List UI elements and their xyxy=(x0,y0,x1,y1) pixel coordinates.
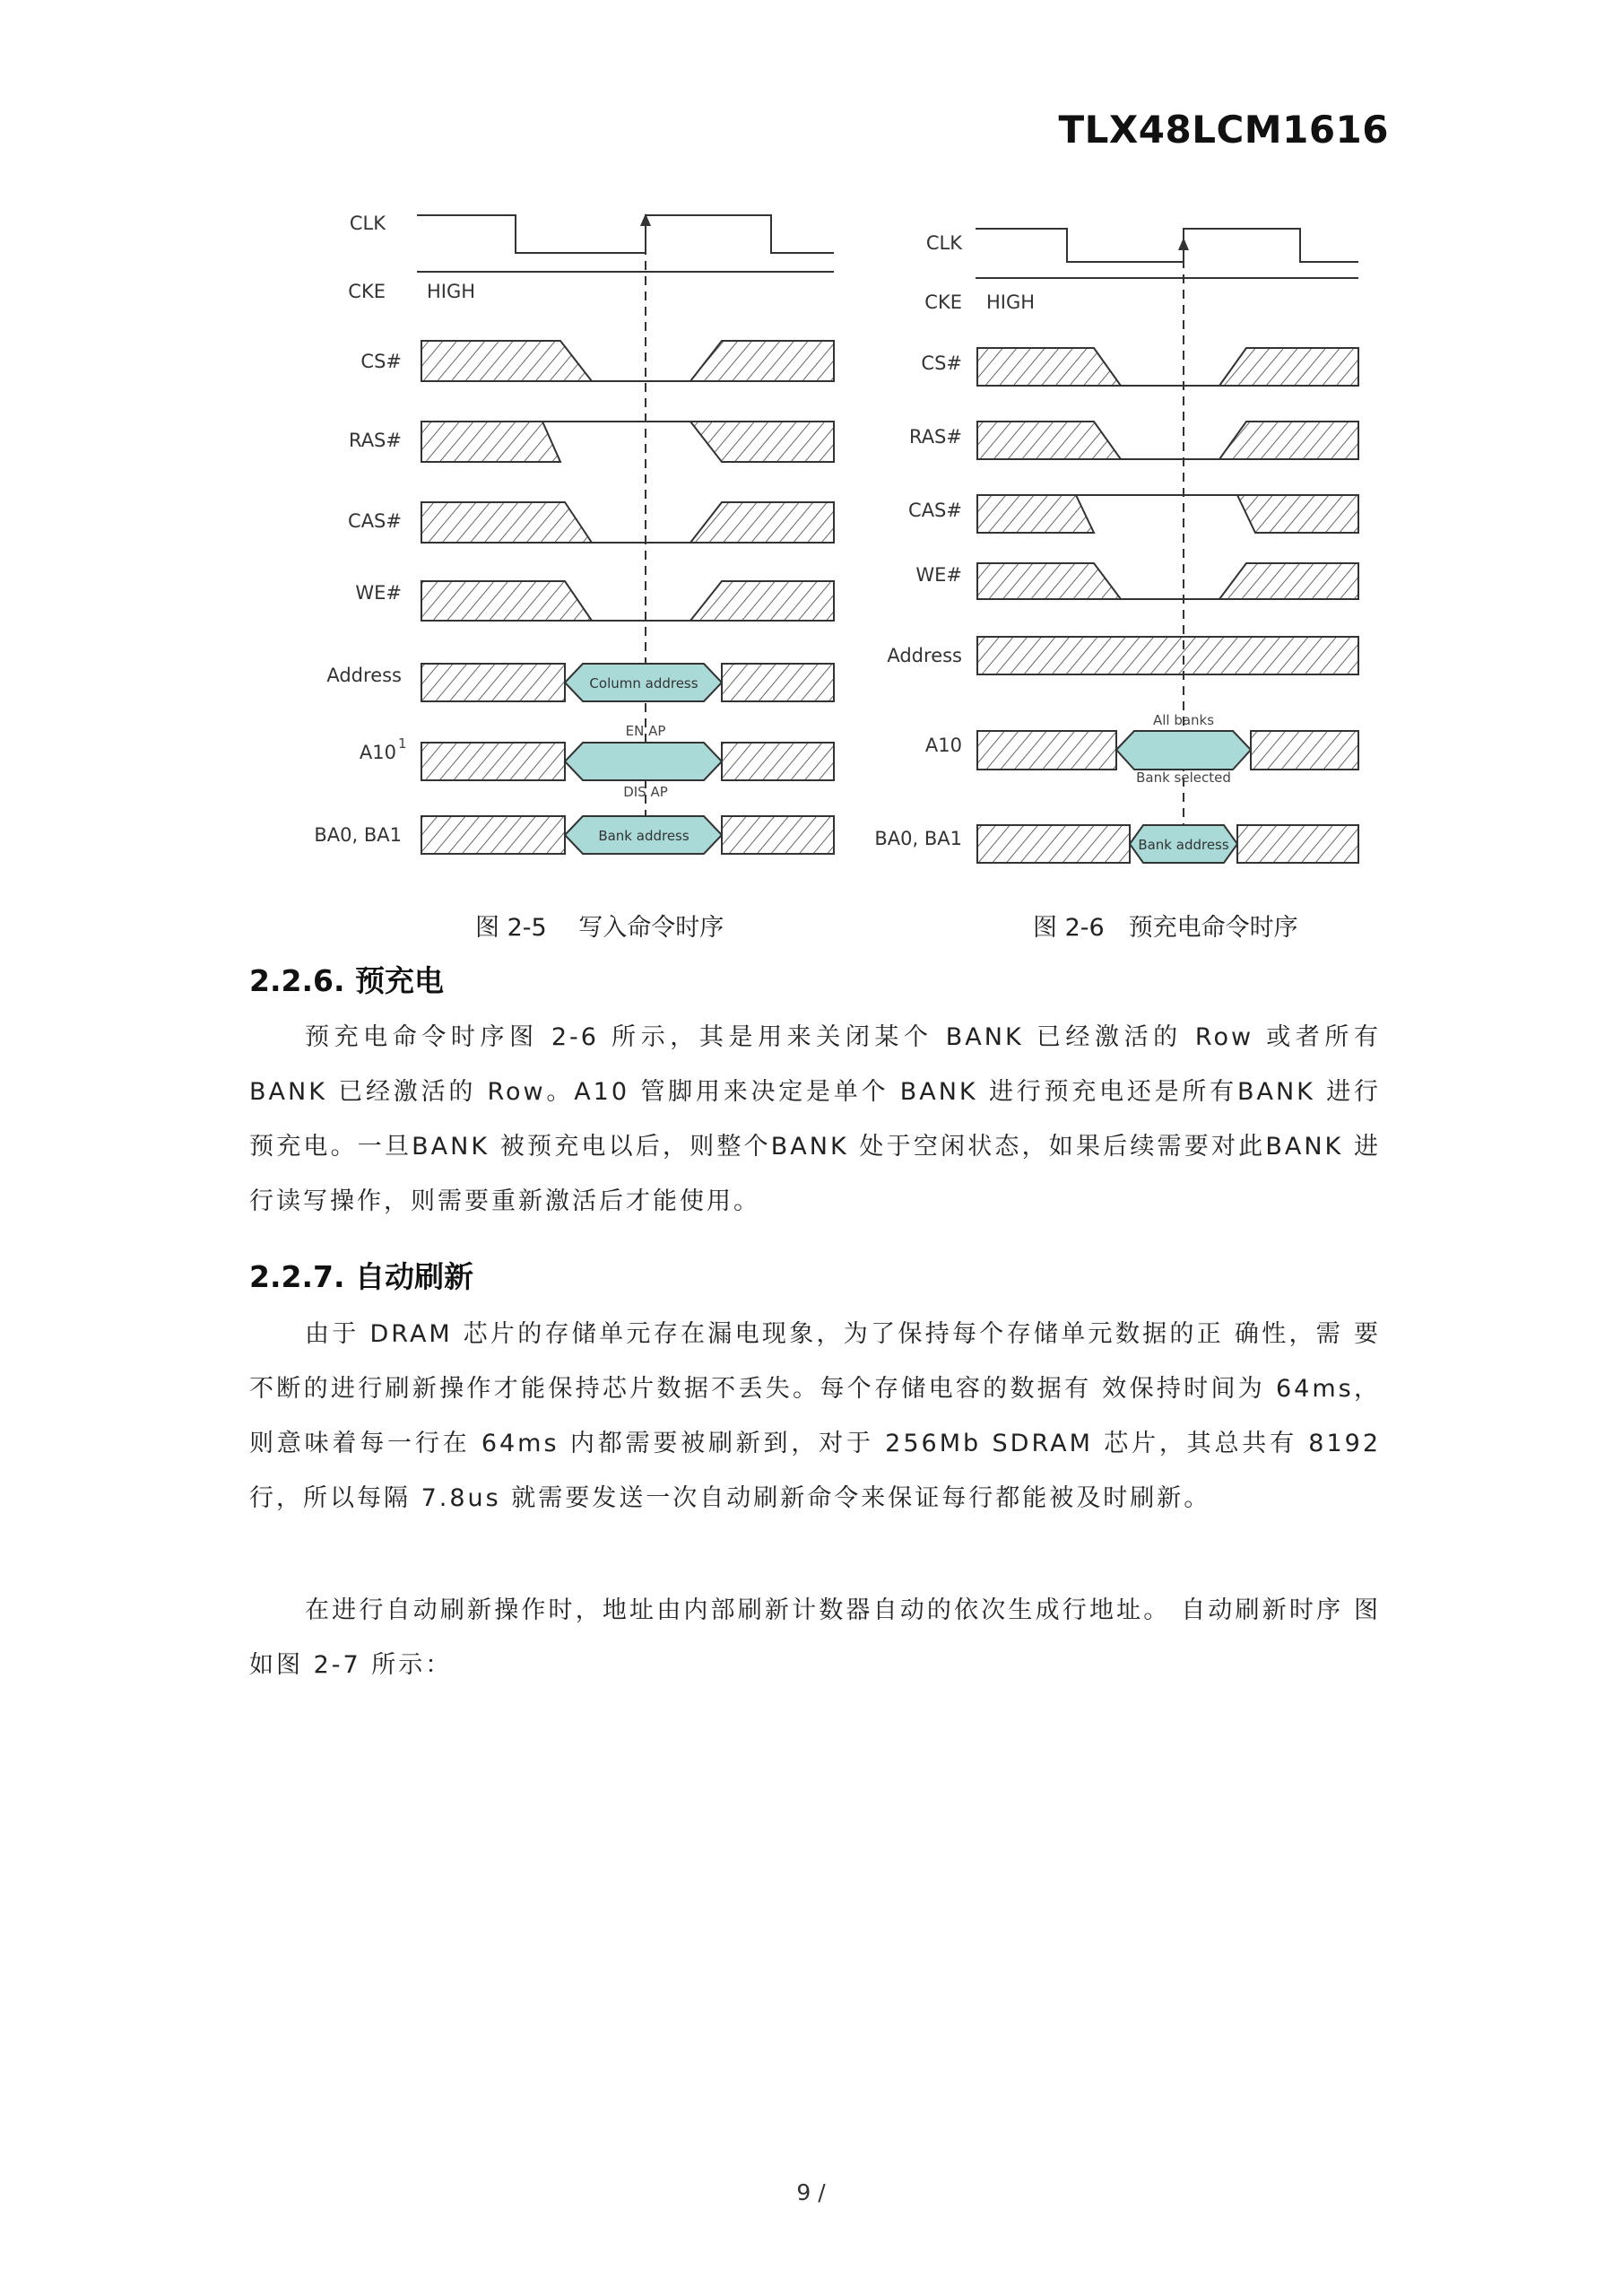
write-we-wave xyxy=(421,581,834,621)
section-2-2-7-paragraph-1: 由于 DRAM 芯片的存储单元存在漏电现象，为了保持每个存储单元数据的正 确性，需 要不断的进行刷新操作才能保持芯片数据不丢失。每个存储电容的数据有 效保持时间为 64ms，则意味着每一行在 64ms 内都需要被刷新到，对于 256Mb SDRAM 芯片，其总共有 8192 行，所以每隔 7.8us 就需要发送一次自动刷新命令来保证每行都能被及时刷新。 xyxy=(249,1320,1381,1512)
precharge-clk-arrow xyxy=(1178,238,1189,250)
precharge-we-wave xyxy=(977,563,1358,599)
write-cke-high: HIGH xyxy=(427,281,476,302)
precharge-a10-box xyxy=(1116,731,1251,770)
precharge-address-wave xyxy=(977,637,1358,674)
write-dis-ap-label: DIS AP xyxy=(623,784,668,800)
figure-caption-2-6: 图 2-6 预充电命令时序 xyxy=(1033,914,1298,942)
precharge-label-ba: BA0, BA1 xyxy=(874,828,962,849)
write-a10-box xyxy=(565,743,722,780)
document-header-title: TLX48LCM1616 xyxy=(1058,108,1389,152)
write-label-a10: A10 xyxy=(359,742,396,763)
precharge-label-we: WE# xyxy=(915,564,962,586)
figure-write-timing xyxy=(296,197,852,879)
section-2-2-6-paragraph: 预充电命令时序图 2-6 所示，其是用来关闭某个 BANK 已经激活的 Row 或者所有 BANK 已经激活的 Row。A10 管脚用来决定是单个 BANK 进行预充电还是所有BANK 进行 预充电。一旦BANK 被预充电以后，则整个BANK 处于空闲状态，如果后续需要对此BANK 进行读写操作，则需要重新激活后才能使用。 xyxy=(249,1023,1381,1215)
precharge-bank-address-label: Bank address xyxy=(1138,837,1229,853)
precharge-clk-wave xyxy=(976,229,1358,262)
precharge-bank-selected-label: Bank selected xyxy=(1136,770,1231,786)
write-label-we: WE# xyxy=(355,582,402,604)
precharge-label-cs: CS# xyxy=(921,352,962,374)
write-label-a10-superscript: 1 xyxy=(398,735,407,752)
write-label-ras: RAS# xyxy=(348,430,402,451)
page-number: 9 / xyxy=(796,2179,826,2205)
write-clk-wave xyxy=(417,215,834,253)
precharge-label-a10: A10 xyxy=(924,735,962,756)
write-ba-wave xyxy=(421,816,834,854)
write-label-cke: CKE xyxy=(348,281,386,302)
precharge-a10-wave xyxy=(977,712,1358,786)
precharge-timing-diagram xyxy=(861,215,1372,879)
write-label-ba: BA0, BA1 xyxy=(314,824,402,846)
write-ras-wave xyxy=(421,422,834,462)
write-bank-address-label: Bank address xyxy=(598,828,690,844)
precharge-cas-wave xyxy=(977,495,1358,533)
precharge-label-address: Address xyxy=(887,645,962,666)
write-column-address-label: Column address xyxy=(589,675,698,691)
figure-caption-2-5: 图 2-5 写入命令时序 xyxy=(475,914,724,942)
precharge-all-banks-label: All banks xyxy=(1152,712,1215,728)
write-en-ap-label: EN AP xyxy=(625,723,666,739)
precharge-label-clk: CLK xyxy=(925,232,962,254)
write-signal-labels xyxy=(314,213,406,846)
write-label-address: Address xyxy=(326,665,402,686)
precharge-label-cas: CAS# xyxy=(908,500,962,521)
precharge-cke-high: HIGH xyxy=(986,291,1036,313)
write-a10-wave xyxy=(421,723,834,800)
precharge-label-cke: CKE xyxy=(924,291,962,313)
section-heading-2-2-6: 2.2.6. 预充电 xyxy=(249,963,444,998)
write-label-clk: CLK xyxy=(349,213,386,234)
write-label-cas: CAS# xyxy=(348,510,402,532)
write-address-wave xyxy=(421,664,834,701)
write-cas-wave xyxy=(421,502,834,543)
precharge-ras-wave xyxy=(977,422,1358,459)
figure-precharge-timing xyxy=(861,215,1372,879)
precharge-signal-labels xyxy=(874,232,963,849)
write-cs-wave xyxy=(421,341,834,381)
precharge-label-ras: RAS# xyxy=(908,426,962,448)
section-heading-2-2-7: 2.2.7. 自动刷新 xyxy=(249,1259,473,1294)
section-2-2-7-paragraph-2: 在进行自动刷新操作时，地址由内部刷新计数器自动的依次生成行地址。 自动刷新时序 图如图 2-7 所示： xyxy=(249,1596,1381,1679)
write-label-cs: CS# xyxy=(360,351,402,372)
precharge-cs-wave xyxy=(977,348,1358,386)
write-timing-diagram xyxy=(296,197,852,879)
precharge-ba-wave xyxy=(977,825,1358,863)
